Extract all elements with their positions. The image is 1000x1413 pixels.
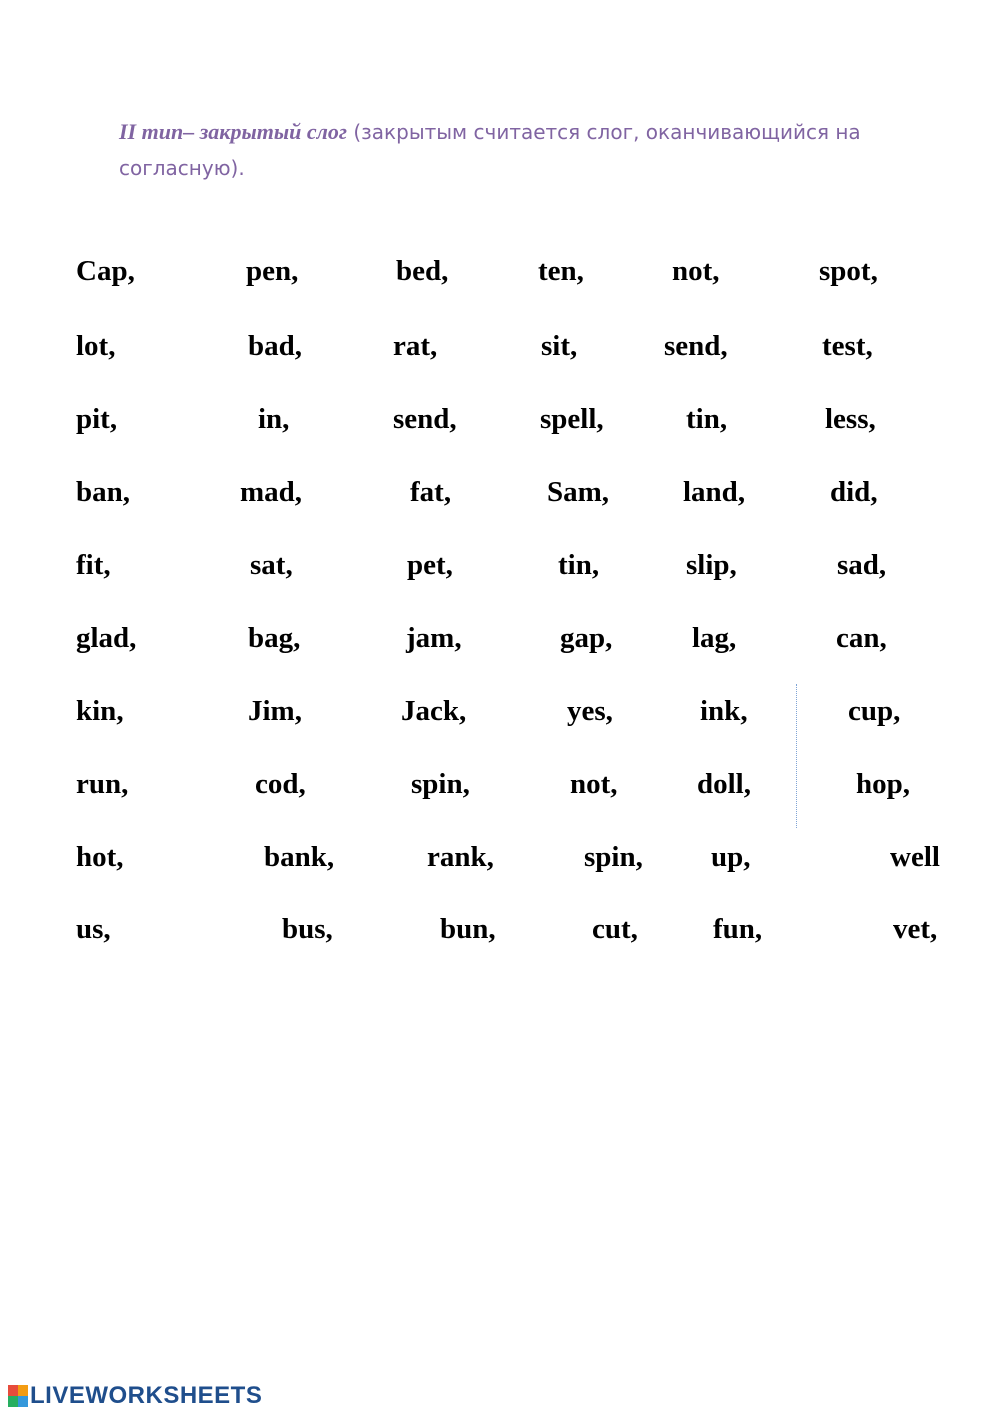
word-item: bad, xyxy=(248,330,303,362)
word-item: jam, xyxy=(406,622,462,654)
word-item: bag, xyxy=(248,622,301,654)
word-item: lag, xyxy=(692,622,737,654)
word-item: rank, xyxy=(427,841,494,873)
word-item: can, xyxy=(836,622,887,654)
word-item: run, xyxy=(76,768,129,800)
word-item: test, xyxy=(822,330,873,362)
word-item: tin, xyxy=(686,403,728,435)
word-item: yes, xyxy=(567,695,613,727)
word-item: fun, xyxy=(713,913,763,945)
word-item: hop, xyxy=(856,768,911,800)
word-item: spot, xyxy=(819,255,878,287)
word-item: well xyxy=(890,841,940,873)
word-item: spin, xyxy=(584,841,643,873)
word-item: sit, xyxy=(541,330,578,362)
word-item: rat, xyxy=(393,330,438,362)
word-item: mad, xyxy=(240,476,303,508)
heading xyxy=(119,114,919,186)
word-item: hot, xyxy=(76,841,124,873)
word-item: spin, xyxy=(411,768,470,800)
word-item: sat, xyxy=(250,549,293,581)
word-item: fit, xyxy=(76,549,111,581)
word-item: less, xyxy=(825,403,876,435)
liveworksheets-logo-icon xyxy=(8,1385,28,1407)
word-item: fat, xyxy=(410,476,452,508)
word-item: Jim, xyxy=(248,695,302,727)
word-item: glad, xyxy=(76,622,137,654)
dotted-divider xyxy=(796,684,797,828)
word-item: pet, xyxy=(407,549,453,581)
word-item: not, xyxy=(570,768,618,800)
heading-description: (закрытым считается слог, оканчивающийся на согласную). xyxy=(119,120,861,180)
word-item: send, xyxy=(393,403,457,435)
footer-logo[interactable] xyxy=(8,1383,262,1409)
word-item: pen, xyxy=(246,255,299,287)
word-item: tin, xyxy=(558,549,600,581)
word-item: bed, xyxy=(396,255,449,287)
heading-title: II тип– закрытый слог xyxy=(119,119,347,144)
logo-text: LIVEWORKSHEETS xyxy=(30,1382,263,1409)
word-item: Jack, xyxy=(401,695,467,727)
word-item: Cap, xyxy=(76,255,135,287)
word-item: bank, xyxy=(264,841,335,873)
word-item: Sam, xyxy=(547,476,610,508)
word-item: pit, xyxy=(76,403,118,435)
word-item: up, xyxy=(711,841,751,873)
word-item: us, xyxy=(76,913,111,945)
word-item: ink, xyxy=(700,695,748,727)
word-item: not, xyxy=(672,255,720,287)
word-item: ban, xyxy=(76,476,131,508)
word-item: cod, xyxy=(255,768,306,800)
word-item: slip, xyxy=(686,549,737,581)
word-item: cut, xyxy=(592,913,638,945)
word-item: cup, xyxy=(848,695,901,727)
word-item: sad, xyxy=(837,549,887,581)
word-item: doll, xyxy=(697,768,751,800)
word-item: vet, xyxy=(893,913,938,945)
word-item: did, xyxy=(830,476,878,508)
word-item: lot, xyxy=(76,330,116,362)
word-item: in, xyxy=(258,403,290,435)
word-item: send, xyxy=(664,330,728,362)
word-item: spell, xyxy=(540,403,604,435)
word-item: bun, xyxy=(440,913,496,945)
word-item: bus, xyxy=(282,913,333,945)
word-item: land, xyxy=(683,476,746,508)
word-item: gap, xyxy=(560,622,613,654)
word-item: ten, xyxy=(538,255,584,287)
word-item: kin, xyxy=(76,695,124,727)
